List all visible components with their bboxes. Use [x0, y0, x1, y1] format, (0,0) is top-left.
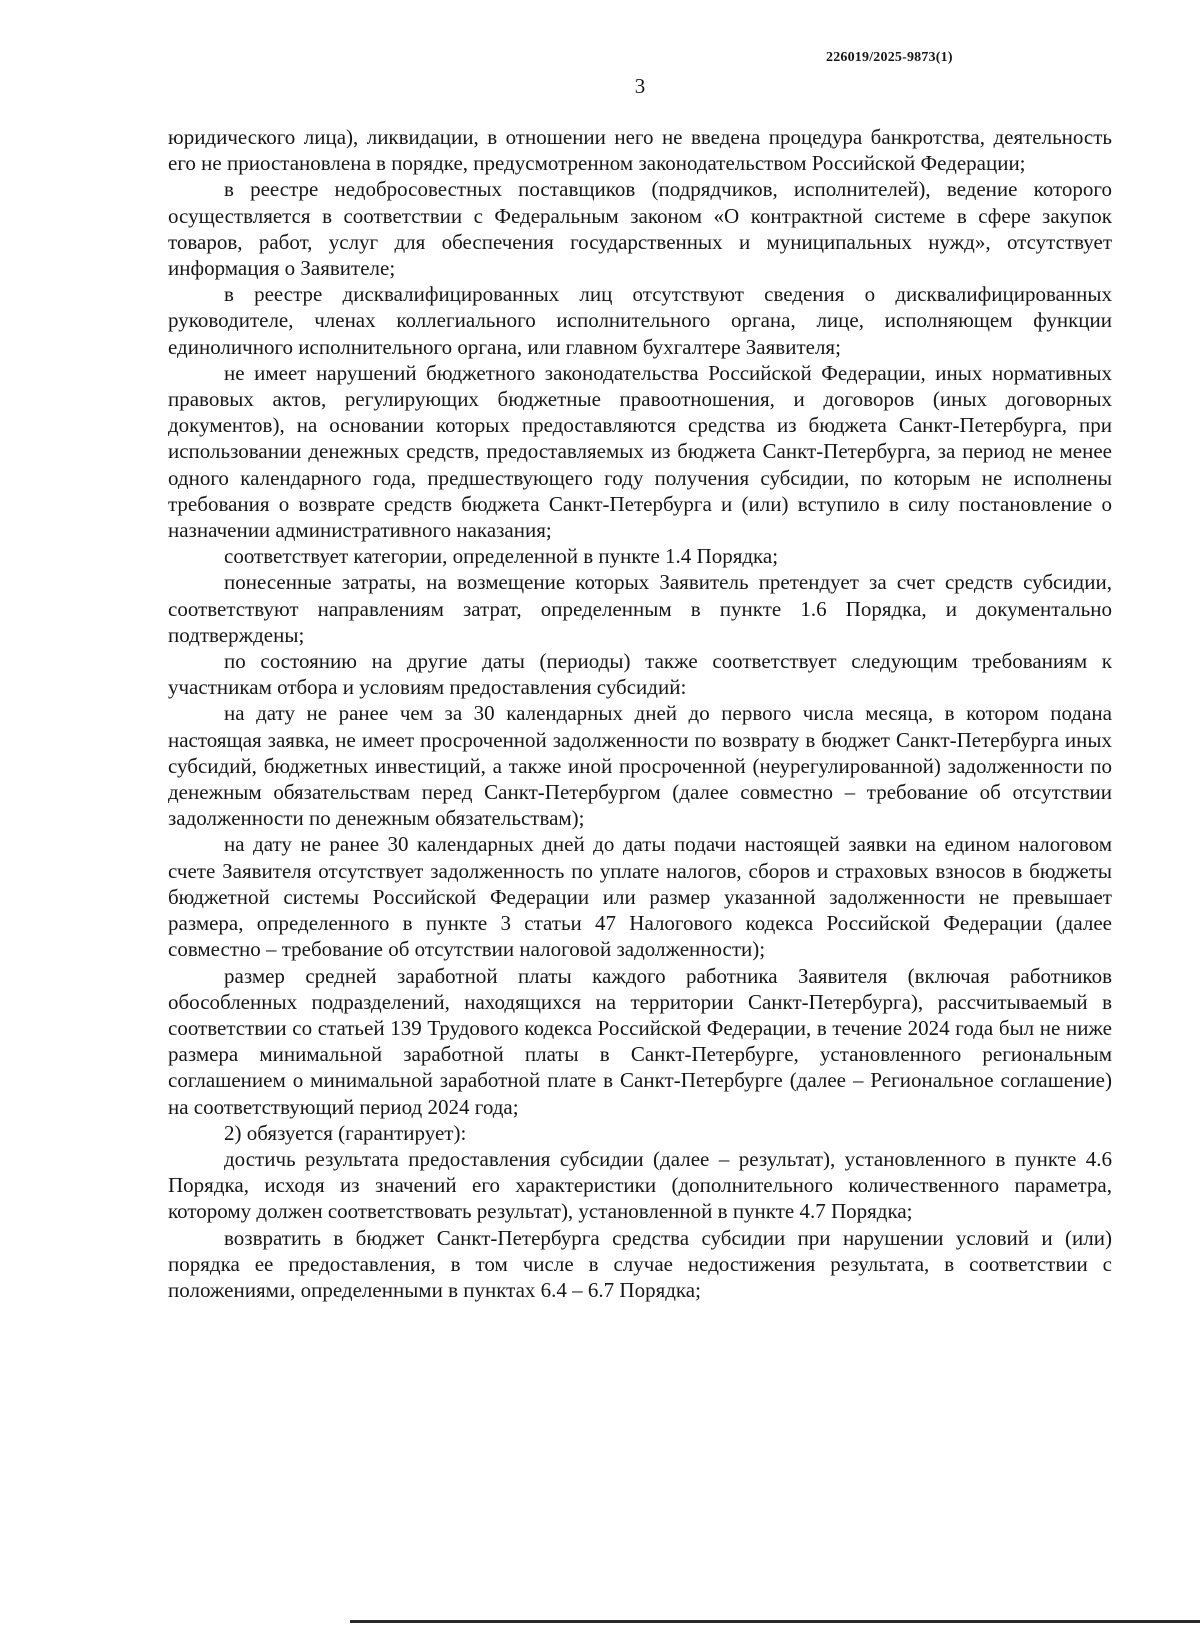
- paragraph-return-funds: возвратить в бюджет Санкт-Петербурга средства субсидии при нарушении условий и (или) порядка ее предоставления, в том числе в случае недостижения результата, в соответствии с положениями, определенными в пунктах 6.4 – 6.7 Порядка;: [168, 1225, 1112, 1302]
- paragraph-achieve-result: достичь результата предоставления субсидии (далее – результат), установленного в пункте 4.6 Порядка, исходя из значений его характеристики (дополнительного количественного параметра, которому должен соответствовать результат), установленной в пункте 4.7 Порядка;: [168, 1146, 1112, 1224]
- paragraph-budget-violations: не имеет нарушений бюджетного законодательства Российской Федерации, иных нормативных правовых актов, регулирующих бюджетные правоотношения, и договоров (иных договорных документов), на основании которых предоставляются средства из бюджета Санкт-Петербурга, при использовании денежных средств, предоставляемых из бюджета Санкт-Петербурга, за период не менее одного календарного года, предшествующего году получения субсидии, по которым не исполнены требования о возврате средств бюджета Санкт-Петербурга и (или) вступило в силу постановление о назначении административного наказания;: [168, 360, 1112, 543]
- paragraph-tax-debt: на дату не ранее 30 календарных дней до даты подачи настоящей заявки на едином налоговом счете Заявителя отсутствует задолженность по уплате налогов, сборов и страховых взносов в бюджеты бюджетной системы Российской Федерации или размер указанной задолженности не превышает размера, определенного в пункте 3 статьи 47 Налогового кодекса Российской Федерации (далее совместно – требование об отсутствии налоговой задолженности);: [168, 832, 1112, 962]
- page-number: 3: [634, 74, 646, 98]
- document-registration-number: 226019/2025-9873(1): [826, 50, 953, 65]
- paragraph-disqualified-persons-registry: в реестре дисквалифицированных лиц отсутствуют сведения о дисквалифицированных руководителе, членах коллегиального исполнительного органа, лице, исполняющем функции единоличного исполнительного органа, или главном бухгалтере Заявителя;: [168, 282, 1112, 359]
- paragraph-costs: понесенные затраты, на возмещение которых Заявитель претендует за счет средств субсидии, соответствуют направлениям затрат, определенным в пункте 1.6 Порядка, и документально подтверждены;: [168, 570, 1112, 647]
- paragraph-obligations-heading: 2) обязуется (гарантирует):: [224, 1120, 467, 1145]
- paragraph-category: соответствует категории, определенной в пункте 1.4 Порядка;: [224, 544, 779, 569]
- paragraph-continuation: юридического лица), ликвидации, в отношении него не введена процедура банкротства, деятельность его не приостановлена в порядке, предусмотренном законодательством Российской Федерации;: [168, 125, 1112, 176]
- paragraph-unfair-suppliers-registry: в реестре недобросовестных поставщиков (подрядчиков, исполнителей), ведение которого осуществляется в соответствии с Федеральным законом «О контрактной системе в сфере закупок товаров, работ, услуг для обеспечения государственных и муниципальных нужд», отсутствует информация о Заявителе;: [168, 177, 1112, 281]
- paragraph-monetary-debt: на дату не ранее чем за 30 календарных дней до первого числа месяца, в котором подана настоящая заявка, не имеет просроченной задолженности по возврату в бюджет Санкт-Петербурга иных субсидий, бюджетных инвестиций, а также иной просроченной (неурегулированной) задолженности по денежным обязательствам перед Санкт-Петербургом (далее совместно – требование об отсутствии задолженности по денежным обязательствам);: [168, 701, 1112, 831]
- document-body: [168, 124, 1112, 1303]
- paragraph-average-salary: размер средней заработной платы каждого работника Заявителя (включая работников обособленных подразделений, находящихся на территории Санкт-Петербурга), рассчитываемый в соответствии со статьей 139 Трудового кодекса Российской Федерации, в течение 2024 года был не ниже размера минимальной заработной платы в Санкт-Петербурге, установленного региональным соглашением о минимальной заработной плате в Санкт-Петербурге (далее – Региональное соглашение) на соответствующий период 2024 года;: [168, 963, 1112, 1119]
- scan-edge-line: [350, 1620, 1200, 1623]
- paragraph-other-dates: по состоянию на другие даты (периоды) также соответствует следующим требованиям к участникам отбора и условиям предоставления субсидий:: [168, 649, 1112, 700]
